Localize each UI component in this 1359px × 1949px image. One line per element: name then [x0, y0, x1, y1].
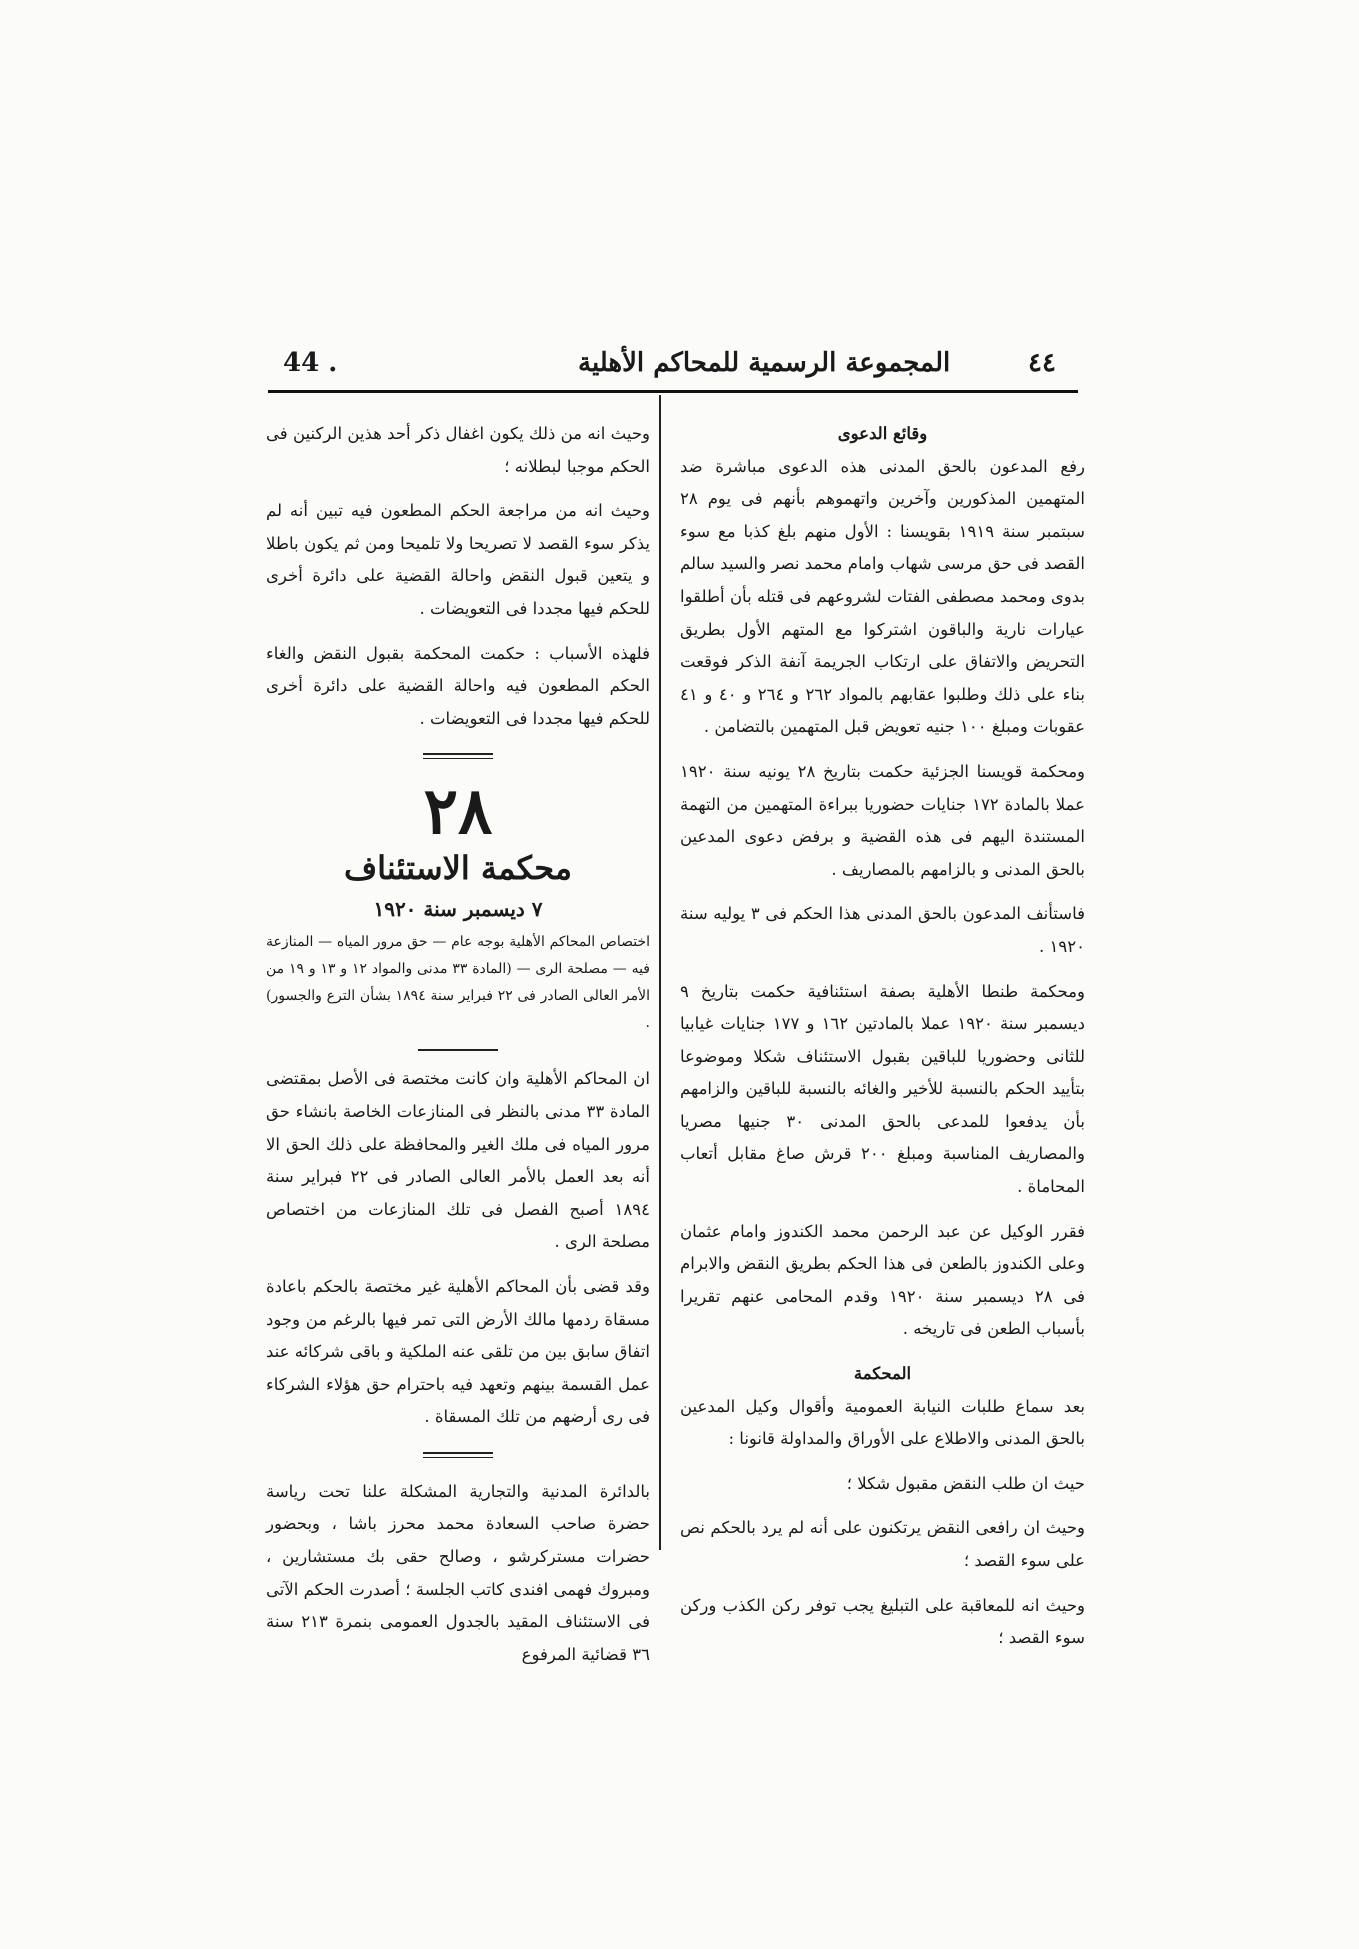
column-divider: [659, 395, 661, 1550]
summary-rule: [418, 1049, 498, 1051]
left-column: [266, 418, 650, 1671]
header-rule: [268, 390, 1078, 393]
running-title: المجموعة الرسمية للمحاكم الأهلية: [578, 348, 951, 378]
tribunal-paragraph: بالدائرة المدنية والتجارية المشكلة علنا تحت رياسة حضرة صاحب السعادة محمد محرز باشا ، وبحضور حضرات مستركرشو ، وصالح حقى بك مستشارين ، ومبروك فهمى افندى كاتب الجلسة ؛ أصدرت الحكم الآتى فى الاستئناف المقيد بالجدول العمومى بنمرة ٢١٣ سنة ٣٦ قضائية المرفوع: [266, 1481, 650, 1664]
facts-paragraph: رفع المدعون بالحق المدنى هذه الدعوى مباشرة ضد المتهمين المذكورين وآخرين واتهموهم بأنهم فى يوم ٢٨ سبتمبر سنة ١٩١٩ بقويسنا : الأول منهم بلغ كذبا مع سوء القصد فى حق مرسى شهاب وامام محمد نصر والسيد سالم بدوى ومحمد مصطفى الفتات لشروعهم فى قتله بأن أطلقوا عيارات نارية والباقون اشتركوا مع المتهم الأول بطريق التحريض والاتفاق على ارتكاب الجريمة آنفة الذكر فوقعت بناء على ذلك وطلبوا عقابهم بالمواد ٢٦٢ و ٢٦٤ و ٤٠ و ٤١ عقوبات ومبلغ ١٠٠ جنيه تعويض قبل المتهمين بالتضامن .: [680, 456, 1085, 737]
decision-date: ٧ ديسمبر سنة ١٩٢٠: [373, 897, 543, 922]
court-paragraph: وحيث انه للمعاقبة على التبليغ يجب توفر ركن الكذب وركن سوء القصد ؛: [680, 1595, 1085, 1648]
section-separator: [423, 1452, 493, 1458]
right-column: [680, 418, 1085, 1655]
ruling-paragraph: فلهذه الأسباب : حكمت المحكمة بقبول النقض والغاء الحكم المطعون فيه واحالة القضية على دائرة أخرى للحكم فيها مجددا فى التعويضات .: [266, 643, 650, 728]
court-paragraph: حيث ان طلب النقض مقبول شكلا ؛: [846, 1473, 1085, 1493]
court-paragraph: بعد سماع طلبات النيابة العمومية وأقوال وكيل المدعين بالحق المدنى والاطلاع على الأوراق والمداولة قانونا :: [680, 1396, 1085, 1449]
ruling-paragraph: وحيث انه من ذلك يكون اغفال ذكر أحد هذين الركنين فى الحكم موجبا لبطلانه ؛: [266, 424, 650, 476]
court-name: محكمة الاستئناف: [343, 849, 573, 888]
case-number: ٢٨: [423, 774, 493, 850]
court-paragraph: وحيث ان رافعى النقض يرتكنون على أنه لم يرد بالحكم نص على سوء القصد ؛: [680, 1518, 1085, 1570]
ruling-paragraph: وحيث انه من مراجعة الحكم المطعون فيه تبين أنه لم يذكر سوء القصد لا تصريحا ولا تلميحا ومن ثم يكون باطلا و يتعين قبول النقض واحالة القضية على دائرة أخرى للحكم فيها مجددا فى التعويضات .: [266, 501, 650, 618]
facts-paragraph: فاستأنف المدعون بالحق المدنى هذا الحكم فى ٣ يوليه سنة ١٩٢٠ .: [680, 904, 1085, 956]
page-number-latin: 44 .: [283, 348, 338, 378]
facts-heading: وقائع الدعوى: [837, 424, 928, 443]
case-summary: اختصاص المحاكم الأهلية بوجه عام — حق مرور المياه — المنازعة فيه — مصلحة الرى — (المادة ٣٣ مدنى والمواد ١٢ و ١٣ و ١٩ من الأمر العالى الصادر فى ٢٢ فبراير سنة ١٨٩٤ بشأن الترع والجسور) .: [266, 934, 650, 1032]
principle-paragraph: وقد قضى بأن المحاكم الأهلية غير مختصة بالحكم باعادة مسقاة ردمها مالك الأرض التى تمر فيها بالرغم من وجود اتفاق سابق بين من تلقى عنه الملكية و باقى شركائه عند عمل القسمة بينهم وتعهد فيه باحترام حق هؤلاء الشركاء فى رى أرضهم من تلك المسقاة .: [266, 1276, 650, 1427]
facts-paragraph: ومحكمة طنطا الأهلية بصفة استئنافية حكمت بتاريخ ٩ ديسمبر سنة ١٩٢٠ عملا بالمادتين ١٦٢ و ١٧٧ جنايات غيابيا للثانى وحضوريا للباقين بقبول الاستئناف شكلا وموضوعا بتأييد الحكم بالنسبة للأخير والغائه بالنسبة للباقين والزامهم بأن يدفعوا للمدعى بالحق المدنى ٣٠ جنيها مصريا والمصاريف المناسبة ومبلغ ٢٠٠ قرش صاغ مقابل أتعاب المحاماة .: [680, 981, 1085, 1197]
facts-paragraph: ومحكمة قويسنا الجزئية حكمت بتاريخ ٢٨ يونيه سنة ١٩٢٠ عملا بالمادة ١٧٢ جنايات حضوريا ببراءة المتهمين من التهمة المستندة اليهم فى هذه القضية و برفض دعوى المدعين بالحق المدنى و بالزامهم بالمصاريف .: [680, 761, 1085, 879]
principle-paragraph: ان المحاكم الأهلية وان كانت مختصة فى الأصل بمقتضى المادة ٣٣ مدنى بالنظر فى المنازعات الخاصة بانشاء حق مرور المياه فى ملك الغير والمحافظة على ذلك الحق الا أنه بعد العمل بالأمر العالى الصادر فى ٢٢ فبراير سنة ١٨٩٤ أصبح الفصل فى تلك المنازعات من اختصاص مصلحة الرى .: [266, 1069, 650, 1252]
section-separator: [423, 753, 493, 759]
page-number-arabic: ٤٤: [1028, 348, 1056, 378]
court-heading: المحكمة: [853, 1364, 912, 1384]
facts-paragraph: فقرر الوكيل عن عبد الرحمن محمد الكندوز وامام عثمان وعلى الكندوز بالطعن فى هذا الحكم بطريق النقض والابرام فى ٢٨ ديسمبر سنة ١٩٢٠ وقدم المحامى عنهم تقريرا بأسباب الطعن فى تاريخه .: [680, 1221, 1085, 1339]
